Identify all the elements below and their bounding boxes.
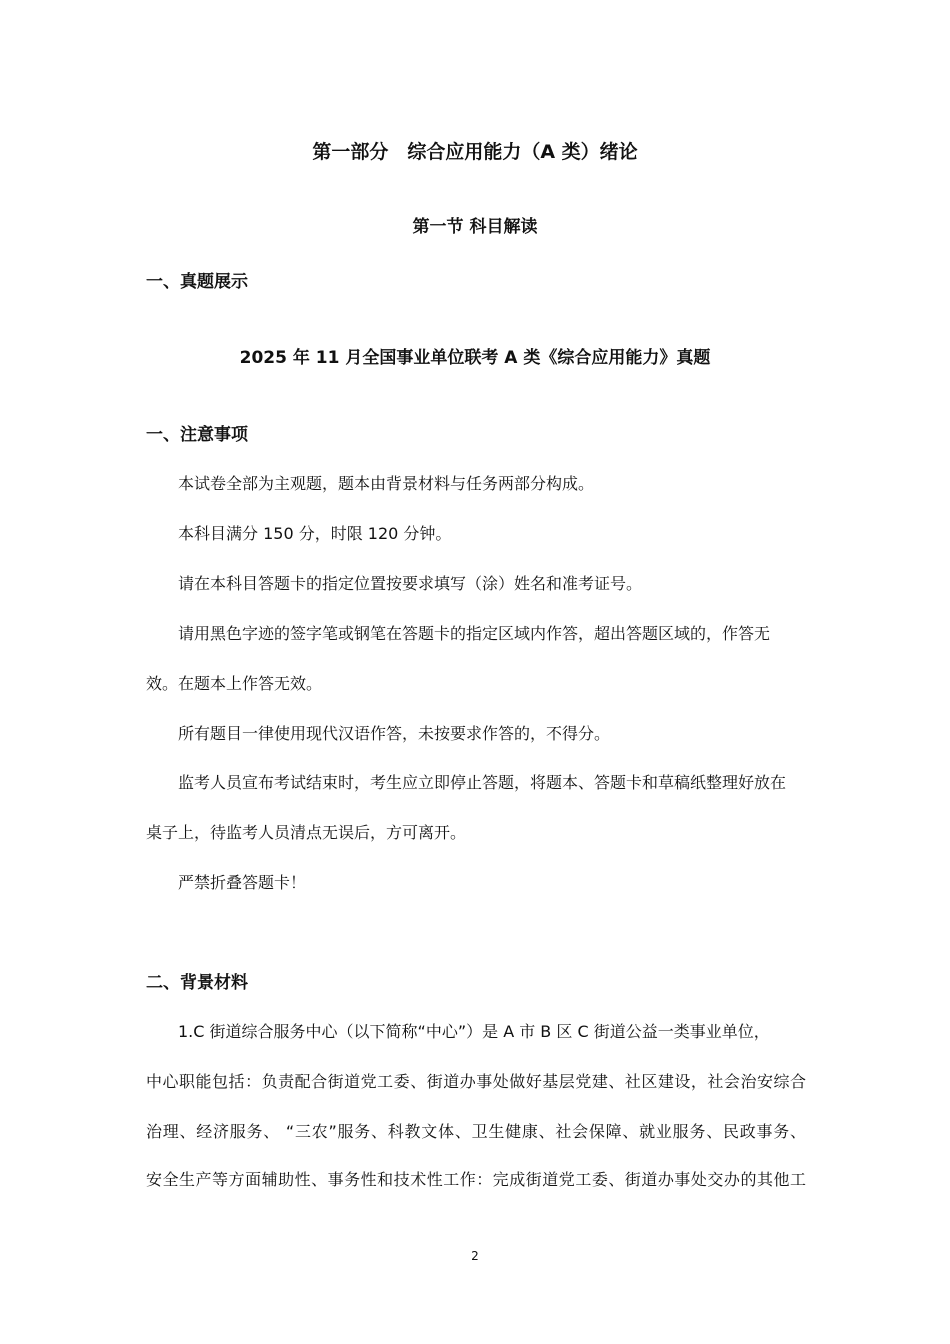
notice-line: 本科目满分 150 分，时限 120 分钟。 bbox=[178, 524, 452, 543]
part-title: 第一部分 综合应用能力（A 类）绪论 bbox=[312, 141, 638, 163]
notice-line: 桌子上，待监考人员清点无误后，方可离开。 bbox=[146, 823, 467, 842]
notice-line: 所有题目一律使用现代汉语作答，未按要求作答的，不得分。 bbox=[178, 724, 611, 743]
background-line: 中心职能包括：负责配合街道党工委、街道办事处做好基层党建、社区建设，社会治安综合 bbox=[146, 1072, 806, 1091]
background-line: 治理、经济服务、 “三农”服务、科教文体、卫生健康、社会保障、就业服务、民政事务、 bbox=[146, 1122, 806, 1141]
heading-real-exam: 一、真题展示 bbox=[146, 272, 248, 292]
section-title: 第一节 科目解读 bbox=[412, 217, 538, 237]
notice-line: 本试卷全部为主观题，题本由背景材料与任务两部分构成。 bbox=[178, 474, 595, 493]
notice-line: 请用黑色字迹的签字笔或钢笔在答题卡的指定区域内作答，超出答题区域的，作答无 bbox=[178, 624, 771, 643]
heading-background: 二、背景材料 bbox=[146, 973, 248, 993]
notice-line: 严禁折叠答题卡！ bbox=[178, 873, 307, 892]
notice-line: 效。在题本上作答无效。 bbox=[146, 674, 323, 693]
exam-title: 2025 年 11 月全国事业单位联考 A 类《综合应用能力》真题 bbox=[239, 348, 711, 368]
background-line: 1.C 街道综合服务中心（以下简称“中心”）是 A 市 B 区 C 街道公益一类事业单位， bbox=[178, 1022, 770, 1041]
heading-notice: 一、注意事项 bbox=[146, 425, 248, 445]
notice-line: 请在本科目答题卡的指定位置按要求填写（涂）姓名和准考证号。 bbox=[178, 574, 643, 593]
page-number: 2 bbox=[471, 1249, 479, 1263]
notice-line: 监考人员宣布考试结束时，考生应立即停止答题，将题本、答题卡和草稿纸整理好放在 bbox=[178, 773, 787, 792]
background-line: 安全生产等方面辅助性、事务性和技术性工作：完成街道党工委、街道办事处交办的其他工 bbox=[146, 1170, 806, 1189]
